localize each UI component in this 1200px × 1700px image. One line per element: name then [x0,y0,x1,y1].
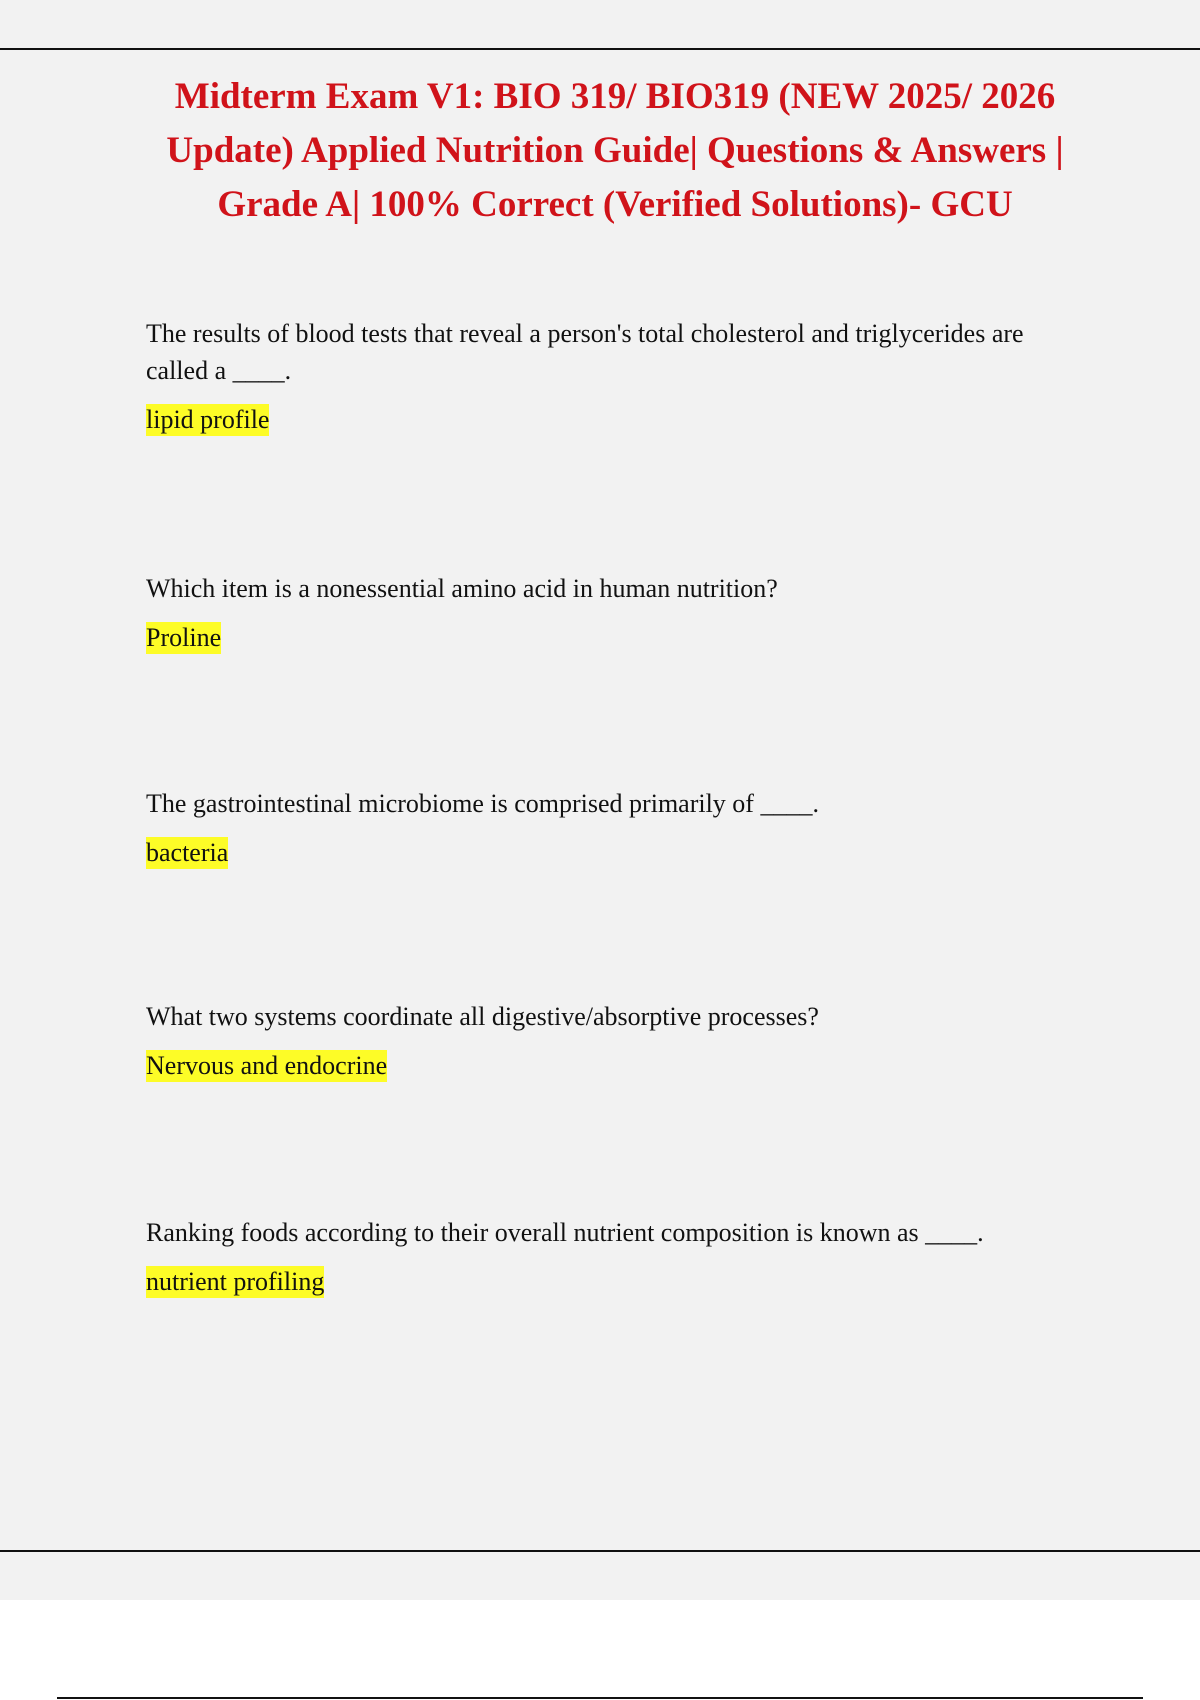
answer-highlight: nutrient profiling [146,1267,325,1296]
question-text: The gastrointestinal microbiome is comprised primarily of ____. [146,789,819,818]
document-title: Midterm Exam V1: BIO 319/ BIO319 (NEW 2025/ 2026 Update) Applied Nutrition Guide| Questions & Answers | Grade A| 100% Correct (Verified Solutions)- GCU [166,76,1064,225]
answer-highlight: Nervous and endocrine [146,1051,388,1080]
answer-highlight: Proline [146,623,222,652]
question-text: Ranking foods according to their overall nutrient composition is known as ____. [146,1218,984,1247]
question-text: What two systems coordinate all digestive/absorptive processes? [146,1002,819,1031]
qa-item [146,315,1066,436]
question-text: The results of blood tests that reveal a person's total cholesterol and triglycerides are called a ____. [146,319,1024,385]
answer-highlight: bacteria [146,838,229,867]
top-divider [0,48,1200,50]
qa-item [146,998,1066,1082]
qa-item [146,570,1066,654]
answer-highlight: lipid profile [146,405,270,434]
qa-item [146,1214,1066,1298]
bottom-divider [0,1550,1200,1552]
qa-item [146,785,1066,869]
question-text: Which item is a nonessential amino acid in human nutrition? [146,574,778,603]
next-page-divider [57,1697,1143,1699]
